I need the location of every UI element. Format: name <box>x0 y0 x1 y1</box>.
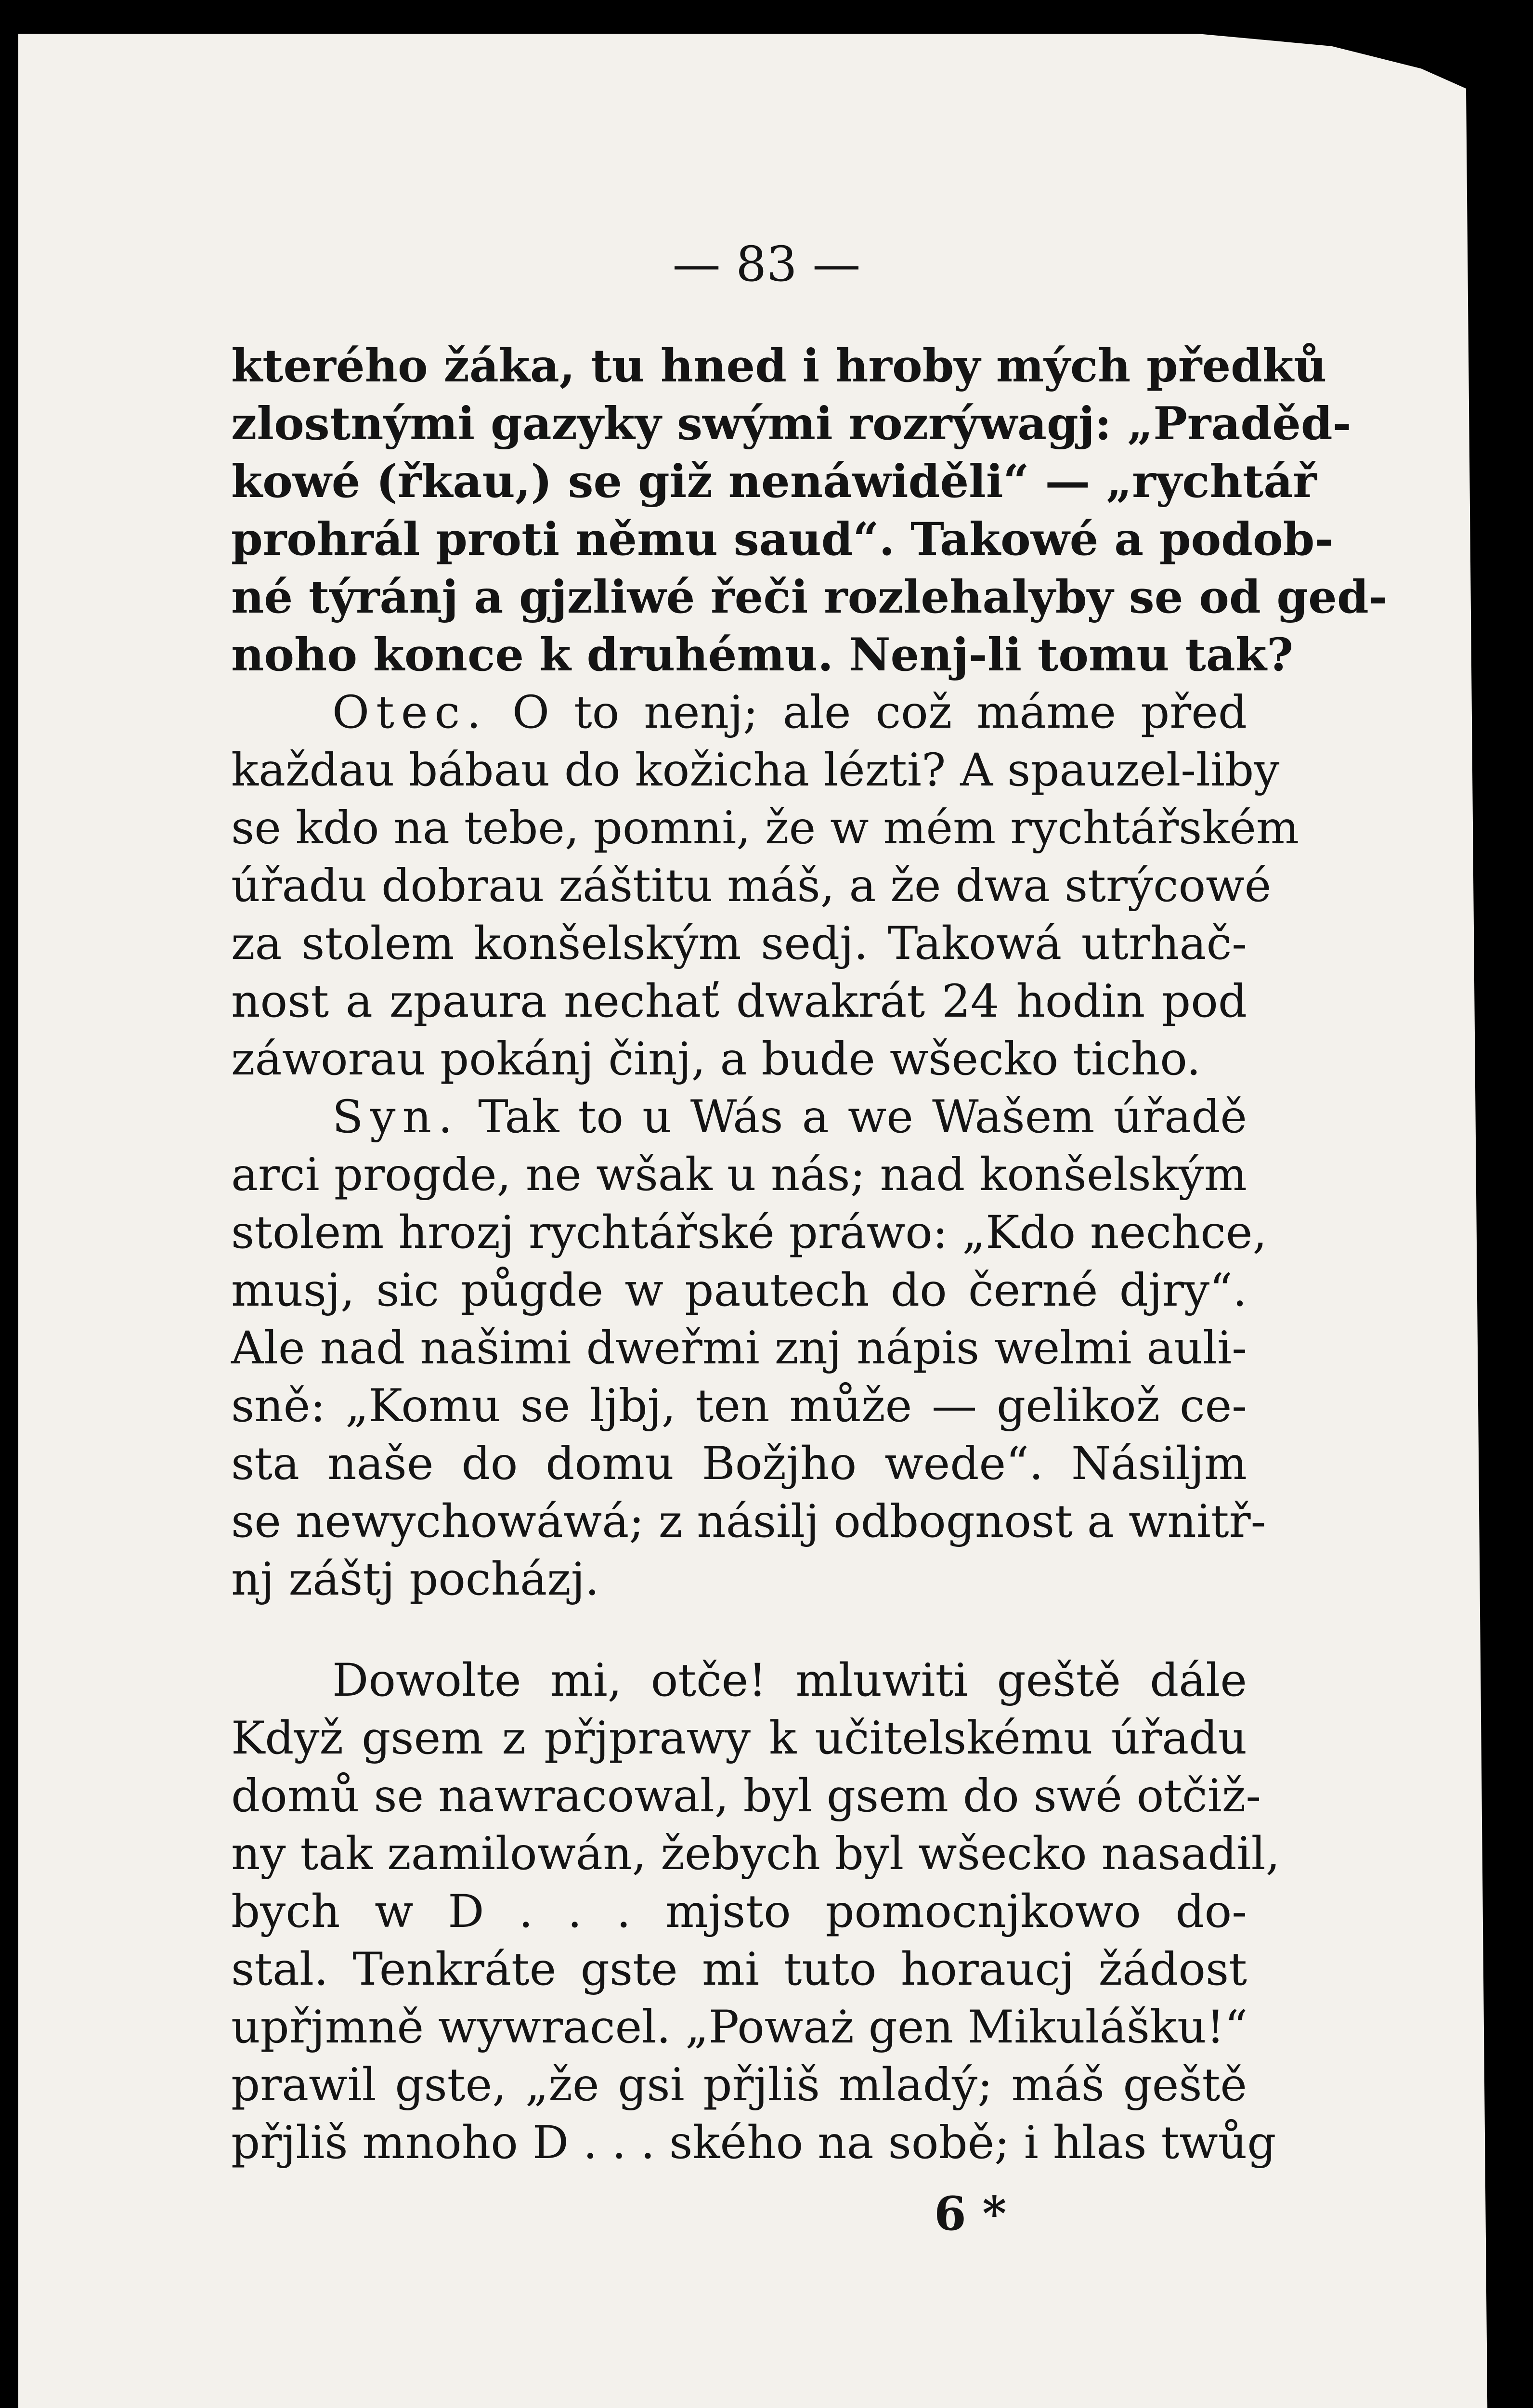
dialogue-line <box>332 1088 1247 1146</box>
signature-mark: 6 * <box>934 2186 1007 2241</box>
text-line: kterého žáka, tu hned i hroby mých předků <box>231 340 1327 393</box>
text-line: přjliš mnoho D . . . ského na sobě; i hlas twůg <box>231 2117 1276 2169</box>
text-line: Ale nad našimi dweřmi znj nápis welmi auli- <box>231 1322 1247 1374</box>
text-line: bych w D . . . mjsto pomocnjkowo do- <box>231 1885 1247 1938</box>
text-line: za stolem konšelským sedj. Takowá utrhač- <box>231 917 1247 970</box>
text-line: musj, sic půgde w pautech do černé djry“. <box>231 1264 1247 1317</box>
dialogue-line <box>332 684 1247 742</box>
text-line: nj záštj pocházj. <box>231 1553 599 1606</box>
text-line: sně: „Komu se ljbj, ten může — gelikož ce- <box>231 1380 1247 1432</box>
text-line: prohrál proti němu saud“. Takowé a podob- <box>231 513 1334 566</box>
text-line: ny tak zamilowán, žebych byl wšecko nasadil, <box>231 1828 1280 1880</box>
text-line: stolem hrozj rychtářské práwo: „Kdo nechce, <box>231 1206 1267 1259</box>
dialogue-text: Tak to u Wás a we Wašem úřadě <box>478 1091 1247 1143</box>
text-line: prawil gste, „že gsi přjliš mladý; máš geště <box>231 2059 1247 2111</box>
text-line: zlostnými gazyky swými rozrýwagj: „Praděd- <box>231 397 1351 450</box>
text-line: nost a zpaura nechať dwakrát 24 hodin pod <box>231 975 1247 1028</box>
text-line: se newychowáwá; z násilj odbognost a wnitř- <box>231 1495 1266 1548</box>
text-line: úřadu dobrau záštitu máš, a že dwa strýcowé <box>231 860 1272 912</box>
text-line: záworau pokánj činj, a bude wšecko ticho. <box>231 1033 1201 1086</box>
text-line: né týránj a gjzliwé řeči rozlehalyby se od ged- <box>231 571 1388 624</box>
text-line: kowé (řkau,) se giž nenáwiděli“ — „rychtář <box>231 455 1317 508</box>
page-number: — 83 — <box>672 236 861 292</box>
text-line: Když gsem z přjprawy k učitelskému úřadu <box>231 1712 1247 1765</box>
speaker-label: Otec. <box>332 686 488 739</box>
text-line: každau bábau do kožicha lézti? A spauzel-liby <box>231 744 1280 797</box>
text-line: sta naše do domu Božjho wede“. Násiljm <box>231 1438 1247 1490</box>
text-line: domů se nawracowal, byl gsem do swé otčiž- <box>231 1770 1261 1822</box>
text-line: Dowolte mi, otče! mluwiti geště dále <box>332 1654 1247 1707</box>
text-line: arci progde, ne wšak u nás; nad konšelským <box>231 1149 1247 1201</box>
dialogue-text: O to nenj; ale což máme před <box>512 686 1247 739</box>
text-line: stal. Tenkráte gste mi tuto horaucj žádost <box>231 1943 1247 1996</box>
speaker-label: Syn. <box>332 1091 459 1143</box>
text-line: se kdo na tebe, pomni, že w mém rychtářském <box>231 802 1299 854</box>
text-line: upřjmně wywracel. „Poważ gen Mikulášku!“ <box>231 2001 1248 2054</box>
text-line: noho konce k druhému. Nenj-li tomu tak? <box>231 628 1294 681</box>
